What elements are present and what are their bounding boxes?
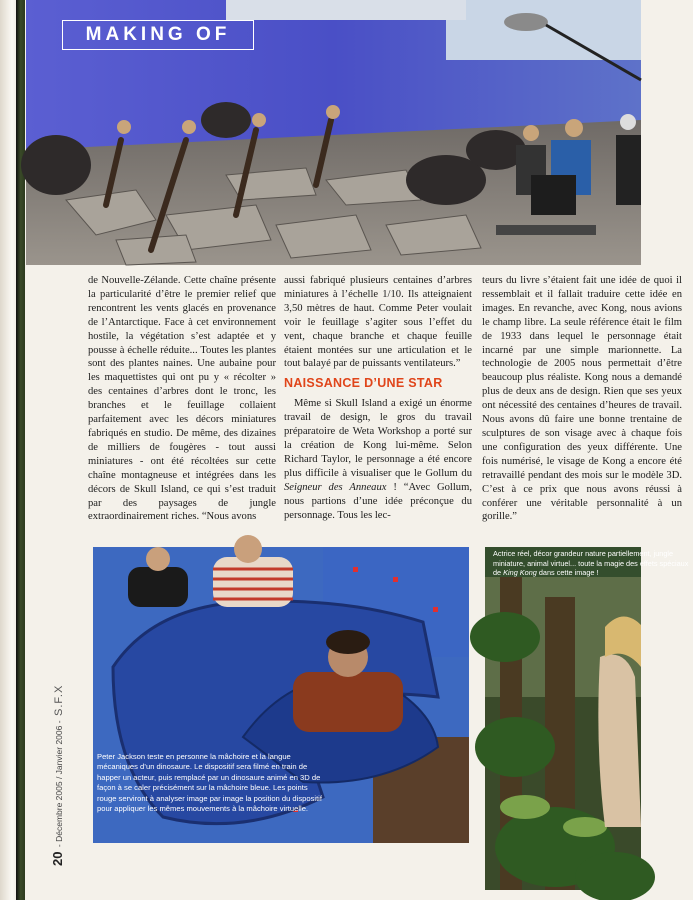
section-title: MAKING OF: [85, 24, 231, 45]
magazine-name: S.F.X: [53, 684, 65, 716]
article-column-3: [482, 274, 682, 542]
caption-jungle: [485, 547, 689, 578]
column-1-paragraph: de Nouvelle-Zélande. Cette chaîne présente la particularité d’être le premier relief que rencontrent les vents glacés en provenance de l’Antarctique. Face à cet environnement hostile, la végétation s’est adaptée et y pousse à échelle réduite... Toutes les plantes sont des plantes naines. Une aubaine pour les maquettistes qui ont pu y « récolter » des centaines d’arbres dont le tronc, les branches et le feuillage collaient parfaitement avec les décors miniatures fabriqués en studio. De même, des dizaines de milliers de fougères - tout aussi miniatures - ont été récoltées sur cette chaîne montagneuse et intégrées dans les décors de Skull Island, ce qui s’est traduit par des paysages de jungle extraordinairement riches. “Nous avons: [88, 275, 276, 523]
jungle-photo: [485, 547, 641, 890]
section-title-box: [62, 20, 254, 50]
article-column-1: [88, 274, 276, 524]
column-2-paragraph-2: [284, 397, 472, 522]
column-2-paragraph-1: aussi fabriqué plusieurs centaines d’arbres miniatures à l’échelle 1/10. Ils atteignaient 3,50 mètres de haut. Comme Peter voulait voir le feuillage s’agiter sous l’effet du vent, chaque branche et chaque feuille étaient montées sur une articulation et le tout balayé par de puissants ventilateurs.”: [284, 275, 472, 370]
caption-jungle-text-b: dans cette image !: [536, 568, 599, 578]
binding-shadow: [16, 0, 25, 900]
caption-jungle-film-title: King Kong: [503, 568, 537, 578]
column-2-text-b: ! “Avec Gollum, nous partions d’une idée préconçue du personnage. Tous les lec-: [284, 481, 472, 521]
caption-dinosaur-jaw: Peter Jackson teste en personne la mâchoire et la langue mécaniques d’un dinosaure. Le dispositif sera filmé en train de happer un acteur, puis remplacé par un dinosaure animé en 3D de façon à se caler précisément sur la mâchoire bleue. Les points rouge serviront à analyser image par image la position du dispositif pour appliquer les mêmes mouvements à la mâchoire virtuelle.: [97, 752, 322, 814]
article-column-2: [284, 274, 472, 522]
caption-jungle-text: [485, 547, 693, 578]
section-heading: NAISSANCE D’UNE STAR: [284, 376, 443, 391]
issue-date: - Décembre 2005 / Janvier 2006 -: [54, 720, 64, 848]
column-3-paragraph: teurs du livre s’étaient fait une idée de quoi il ressemblait et il fallait traduire cette idée en images. En revanche, avec Kong, nous avions le champ libre. La seule référence était le film de 1933 dans lequel le personnage était incarné par une simple marionnette. La technologie de 2005 nous permettait d’être beaucoup plus réaliste. Kong nous a demandé plus de deux ans de design. Rien que ses yeux ont nécessité des centaines d’heures de travail. Nous avons dû faire une bonne trentaine de sculptures de son visage avec à chaque fois une configuration des yeux différente. Une fois numérisé, le visage de Kong a encore été retravaillé pendant des mois sur le modèle 3D. C’est à ce prix que nous avons réussi à conférer une véritable personnalité à un gorille.”: [482, 275, 682, 523]
page-folio: [49, 685, 67, 866]
jungle-illustration: [485, 547, 641, 890]
page-number: 20: [50, 851, 65, 866]
column-2-text-a: Même si Skull Island a exigé un énorme travail de design, le gros du travail préparatoire de Weta Workshop a porté sur la création de Kong lui-même. Selon Richard Taylor, le personnage a été encore plus difficile à visualiser que le Gollum du: [284, 398, 472, 479]
column-2-book-title: Seigneur des Anneaux: [284, 481, 387, 493]
caption-jungle-text-a: Actrice réel, décor grandeur nature partiellement, jungle miniature, animal virtuel... toute la magie des effets spéciaux de: [493, 549, 689, 578]
